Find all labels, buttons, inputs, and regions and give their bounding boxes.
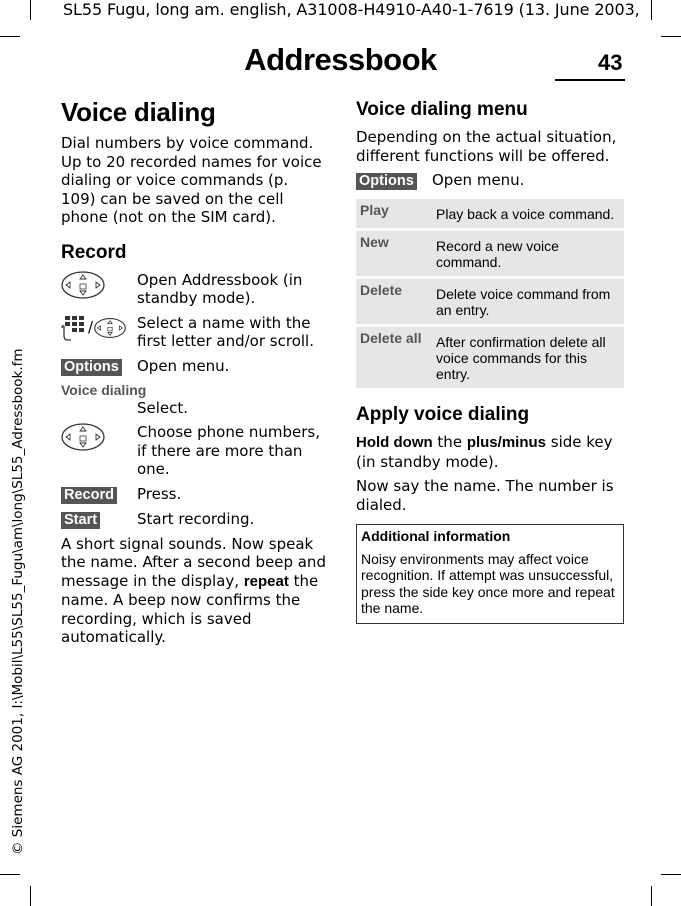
section-title: Voice dialing <box>61 97 216 127</box>
step-options <box>356 171 624 190</box>
keypad-icon <box>61 314 87 342</box>
step-record <box>61 485 326 504</box>
additional-info-box <box>356 524 624 624</box>
step-select-name <box>61 314 326 351</box>
step-start <box>61 510 326 529</box>
document-header: SL55 Fugu, long am. english, A31008-H4910-A40-1-7619 (13. June 2003, <box>63 0 640 19</box>
step-text: Select a name with the first letter and/or scroll. <box>137 313 314 350</box>
voice-menu-heading: Voice dialing menu <box>356 99 528 120</box>
menu-item-label: Voice dialing <box>61 381 147 398</box>
menu-option-desc: Delete voice command from an entry. <box>432 279 624 324</box>
apply-text: side key (in standby mode). <box>356 433 613 471</box>
apply-text: the <box>432 433 467 451</box>
outro-text: the name. A beep now confirms the recording, which is saved automatically. <box>61 571 319 646</box>
crop-mark <box>651 0 652 20</box>
crop-mark <box>661 874 681 875</box>
page-number: 43 <box>598 50 623 75</box>
crop-mark <box>30 886 31 906</box>
apply-paragraph-2: Now say the name. The number is dialed. <box>356 477 614 514</box>
table-row <box>356 231 624 276</box>
crop-mark <box>0 36 20 37</box>
menu-option-desc: Record a new voice command. <box>432 231 624 276</box>
menu-option-desc: Play back a voice command. <box>432 199 624 228</box>
intro-paragraph: Dial numbers by voice command. Up to 20 recorded names for voice dialing or voice commands (p. 109) can be saved on the cell phone (not on the SIM card). <box>61 134 322 226</box>
step-choose-number <box>61 423 326 479</box>
apply-heading: Apply voice dialing <box>356 404 530 425</box>
menu-option-name: Delete all <box>356 327 432 388</box>
step-text: Choose phone numbers, if there are more than one. <box>137 423 320 478</box>
title-rule <box>555 79 625 81</box>
record-softkey: Record <box>61 487 117 504</box>
start-softkey: Start <box>61 512 100 529</box>
crop-mark <box>0 874 20 875</box>
page-title: Addressbook <box>244 42 437 77</box>
step-text: Press. <box>137 484 182 503</box>
info-title: Additional information <box>361 528 511 544</box>
step-select <box>61 399 326 418</box>
menu-option-name: New <box>356 231 432 276</box>
crop-mark <box>651 886 652 906</box>
table-row <box>356 279 624 324</box>
outro-repeat: repeat <box>243 572 289 590</box>
record-heading: Record <box>61 241 127 263</box>
step-text: Select. <box>137 398 189 417</box>
table-row <box>356 199 624 228</box>
crop-mark <box>661 36 681 37</box>
step-text: Start recording. <box>137 509 255 528</box>
step-text: Open menu. <box>137 356 230 375</box>
outro-paragraph <box>61 535 326 647</box>
outro-text: A short signal sounds. Now speak the name. After a second beep and message in the display, <box>61 534 326 590</box>
menu-option-desc: After confirmation delete all voice commands for this entry. <box>432 327 624 388</box>
menu-option-name: Delete <box>356 279 432 324</box>
left-column <box>61 96 326 653</box>
navigation-key-icon <box>61 271 105 299</box>
table-row <box>356 327 624 388</box>
info-text: Noisy environments may affect voice recognition. If attempt was unsuccessful, press the side key once more and repeat the name. <box>361 550 615 616</box>
step-text: Open Addressbook (in standby mode). <box>137 270 303 307</box>
plus-minus-text: plus/minus <box>466 434 546 451</box>
menu-option-name: Play <box>356 199 432 228</box>
crop-mark <box>30 0 31 20</box>
right-column <box>356 96 624 624</box>
menu-intro: Depending on the actual situation, different functions will be offered. <box>356 128 617 165</box>
voice-menu-table <box>356 196 624 391</box>
navigation-key-icon <box>94 316 126 340</box>
key-separator: / <box>88 318 94 337</box>
options-softkey: Options <box>61 359 122 376</box>
step-text: Open menu. <box>432 171 525 189</box>
step-open-addressbook <box>61 271 326 308</box>
step-options <box>61 357 326 376</box>
navigation-key-icon <box>61 423 105 451</box>
side-copyright-path: © Siemens AG 2001, I:\Mobil\L55\SL55_Fugu\am\long\SL55_Adressbook.fm <box>10 348 26 855</box>
hold-down-text: Hold down <box>356 434 433 451</box>
apply-paragraph <box>356 433 624 471</box>
options-softkey: Options <box>356 173 417 190</box>
